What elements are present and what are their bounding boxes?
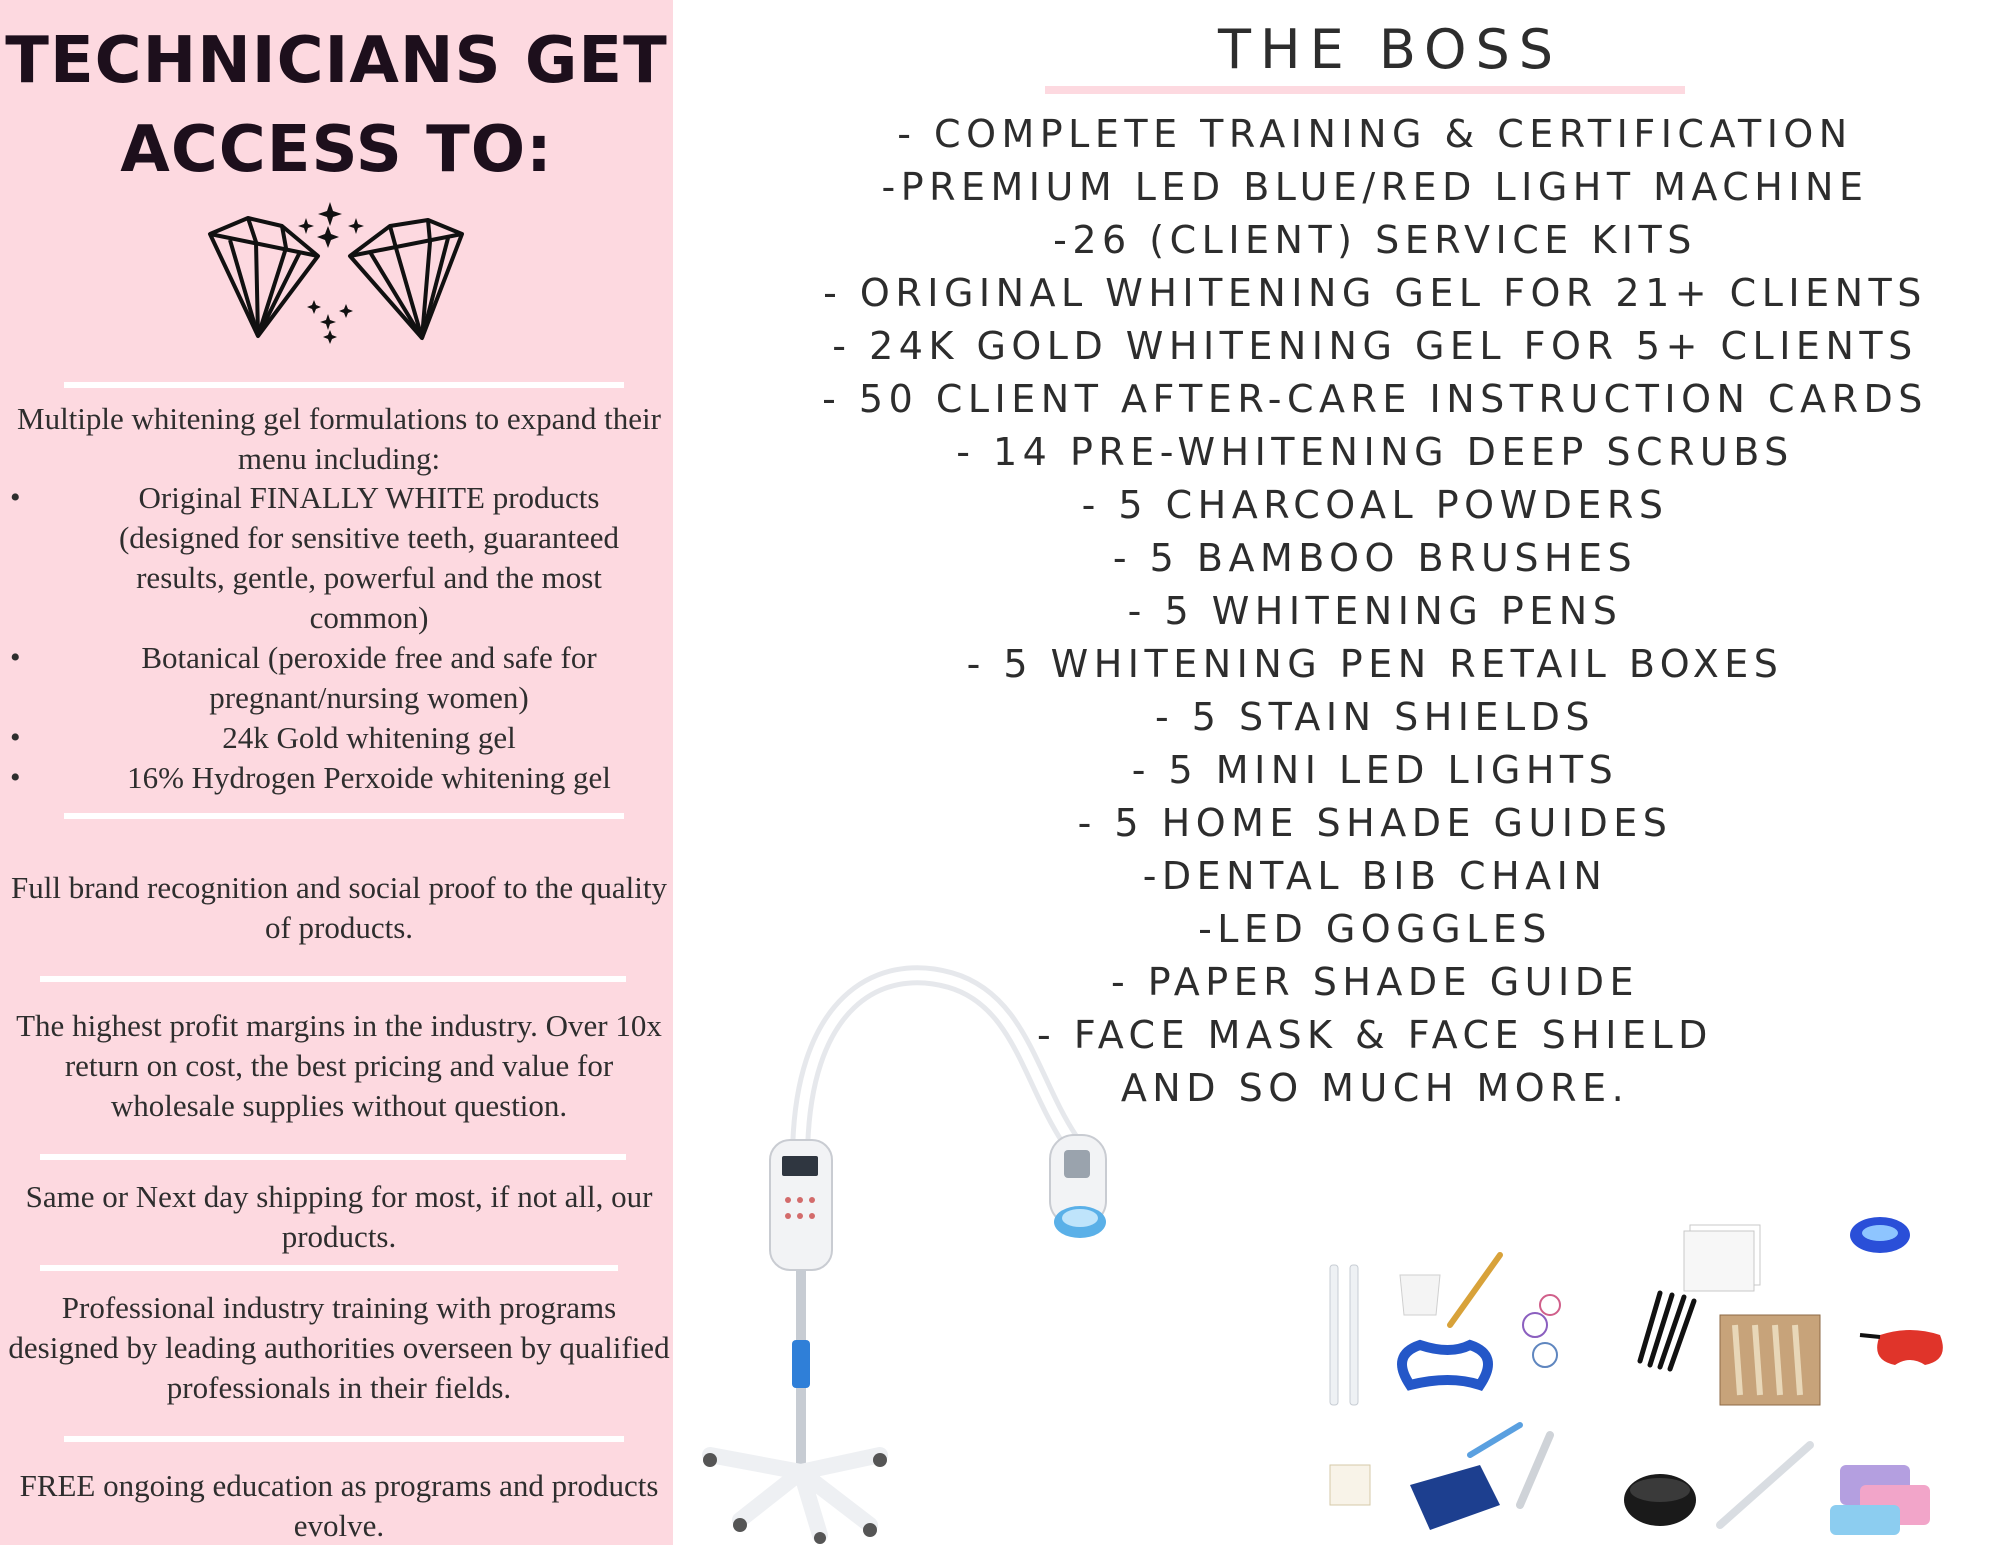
boss-item: - ORIGINAL WHITENING GEL FOR 21+ CLIENTS: [823, 271, 1927, 315]
heading-line-1: TECHNICIANS GET: [5, 24, 668, 98]
boss-item: - 24K GOLD WHITENING GEL FOR 5+ CLIENTS: [832, 324, 1918, 368]
left-panel: [0, 0, 673, 1545]
training-text: Professional industry training with programs designed by leading authorities overseen by qualified professionals in their fields.: [8, 1290, 670, 1405]
boss-item: - COMPLETE TRAINING & CERTIFICATION: [897, 112, 1853, 156]
divider: [64, 813, 624, 819]
divider: [64, 1436, 624, 1442]
boss-title: THE BOSS: [1217, 18, 1563, 81]
boss-item: - 5 HOME SHADE GUIDES: [1077, 801, 1673, 845]
profit-text: The highest profit margins in the industry. Over 10x return on cost, the best pricing and value for wholesale supplies without question.: [16, 1008, 662, 1123]
divider: [40, 1154, 626, 1160]
boss-item: -PREMIUM LED BLUE/RED LIGHT MACHINE: [881, 165, 1869, 209]
gel-item-text: Botanical (peroxide free and safe for pregnant/nursing women): [141, 640, 597, 715]
divider: [40, 1265, 618, 1271]
divider: [40, 976, 626, 982]
boss-item: - 5 WHITENING PENS: [1127, 589, 1623, 633]
gel-item: [0, 478, 660, 638]
gel-list: [0, 478, 660, 798]
education-text: FREE ongoing education as programs and products evolve.: [19, 1468, 659, 1543]
boss-item: -26 (CLIENT) SERVICE KITS: [1053, 218, 1697, 262]
diamonds-sparkles-icon: [200, 196, 480, 346]
heading-line-2: ACCESS TO:: [120, 113, 553, 187]
boss-item: -LED GOGGLES: [1198, 907, 1552, 951]
boss-item: - FACE MASK & FACE SHIELD: [1037, 1013, 1713, 1057]
bullet: •: [10, 481, 21, 514]
boss-item: - 5 BAMBOO BRUSHES: [1112, 536, 1638, 580]
brand-text: Full brand recognition and social proof to the quality of products.: [10, 870, 668, 945]
whitening-supplies-image: [1300, 1185, 1990, 1545]
bullet: •: [10, 641, 21, 674]
boss-item: - 5 MINI LED LIGHTS: [1131, 748, 1619, 792]
boss-item: - 5 CHARCOAL POWDERS: [1081, 483, 1669, 527]
bullet: •: [10, 721, 21, 754]
boss-item: - 5 STAIN SHIELDS: [1154, 695, 1596, 739]
gel-item: [0, 718, 660, 758]
led-whitening-machine-image: [700, 960, 1150, 1545]
shipping-text: Same or Next day shipping for most, if not all, our products.: [25, 1179, 653, 1254]
boss-item: - 5 WHITENING PEN RETAIL BOXES: [966, 642, 1784, 686]
boss-underline: [1045, 86, 1685, 94]
divider: [64, 382, 624, 388]
boss-item: AND SO MUCH MORE.: [1120, 1066, 1630, 1110]
gel-item-text: 16% Hydrogen Perxoide whitening gel: [127, 760, 611, 795]
gel-item: [0, 758, 660, 798]
boss-item: - 50 CLIENT AFTER-CARE INSTRUCTION CARDS: [822, 377, 1928, 421]
gel-item-text: 24k Gold whitening gel: [222, 720, 516, 755]
boss-item: - PAPER SHADE GUIDE: [1111, 960, 1639, 1004]
bullet: •: [10, 761, 21, 794]
boss-item: -DENTAL BIB CHAIN: [1142, 854, 1608, 898]
boss-item: - 14 PRE-WHITENING DEEP SCRUBS: [956, 430, 1794, 474]
gel-item-text: Original FINALLY WHITE products (designed for sensitive teeth, guaranteed results, gentle, powerful and the most common): [118, 480, 620, 635]
intro-text: Multiple whitening gel formulations to expand their menu including:: [17, 401, 661, 476]
gel-item: [0, 638, 660, 718]
